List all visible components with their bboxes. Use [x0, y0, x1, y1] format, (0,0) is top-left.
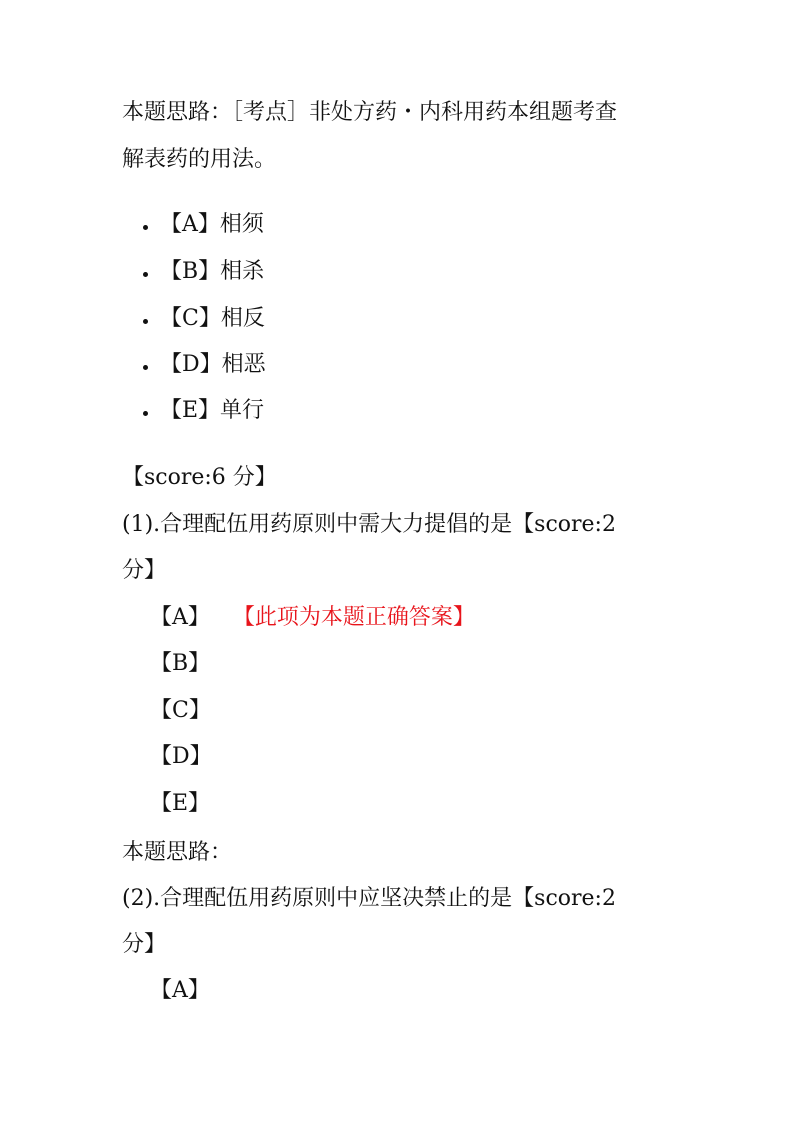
bullet-icon: [143, 365, 148, 370]
question-1-option-e: [150, 789, 210, 819]
question-1-option-a: [150, 603, 475, 633]
list-item-text: 【C】相反: [160, 306, 265, 331]
bullet-icon: [143, 225, 148, 230]
question-2-line-1: (2).合理配伍用药原则中应坚决禁止的是【score:2: [122, 886, 616, 911]
list-item: [143, 257, 264, 287]
question-1-explanation: 本题思路：: [122, 840, 233, 865]
option-label: 【B】: [150, 651, 211, 676]
list-item-text: 【A】相须: [160, 212, 264, 237]
option-label: 【A】: [150, 605, 210, 630]
question-2-line-2: 分】: [122, 932, 167, 957]
list-item: [143, 210, 264, 240]
option-label: 【C】: [150, 698, 211, 723]
list-item-text: 【D】相恶: [160, 352, 266, 377]
bullet-icon: [143, 272, 148, 277]
option-label: 【A】: [150, 978, 210, 1003]
intro-line-2: 解表药的用法。: [122, 147, 277, 172]
bullet-icon: [143, 411, 148, 416]
option-label: 【E】: [150, 791, 211, 816]
question-1-option-d: [150, 742, 212, 772]
intro-line-1: 本题思路：［考点］非处方药・内科用药本组题考查: [122, 100, 618, 125]
question-2-option-a: [150, 976, 210, 1006]
bullet-icon: [143, 319, 148, 324]
list-item: [143, 304, 265, 334]
group-score: 【score:6 分】: [122, 465, 277, 490]
list-item: [143, 350, 266, 380]
question-1-line-1: (1).合理配伍用药原则中需大力提倡的是【score:2: [122, 512, 616, 537]
question-1-option-c: [150, 696, 211, 726]
list-item-text: 【B】相杀: [160, 259, 265, 284]
question-1-option-b: [150, 649, 210, 679]
question-1-line-2: 分】: [122, 558, 167, 583]
option-label: 【D】: [150, 744, 212, 769]
correct-answer-note: 【此项为本题正确答案】: [243, 605, 475, 630]
list-item: [143, 396, 264, 426]
list-item-text: 【E】单行: [160, 398, 265, 423]
